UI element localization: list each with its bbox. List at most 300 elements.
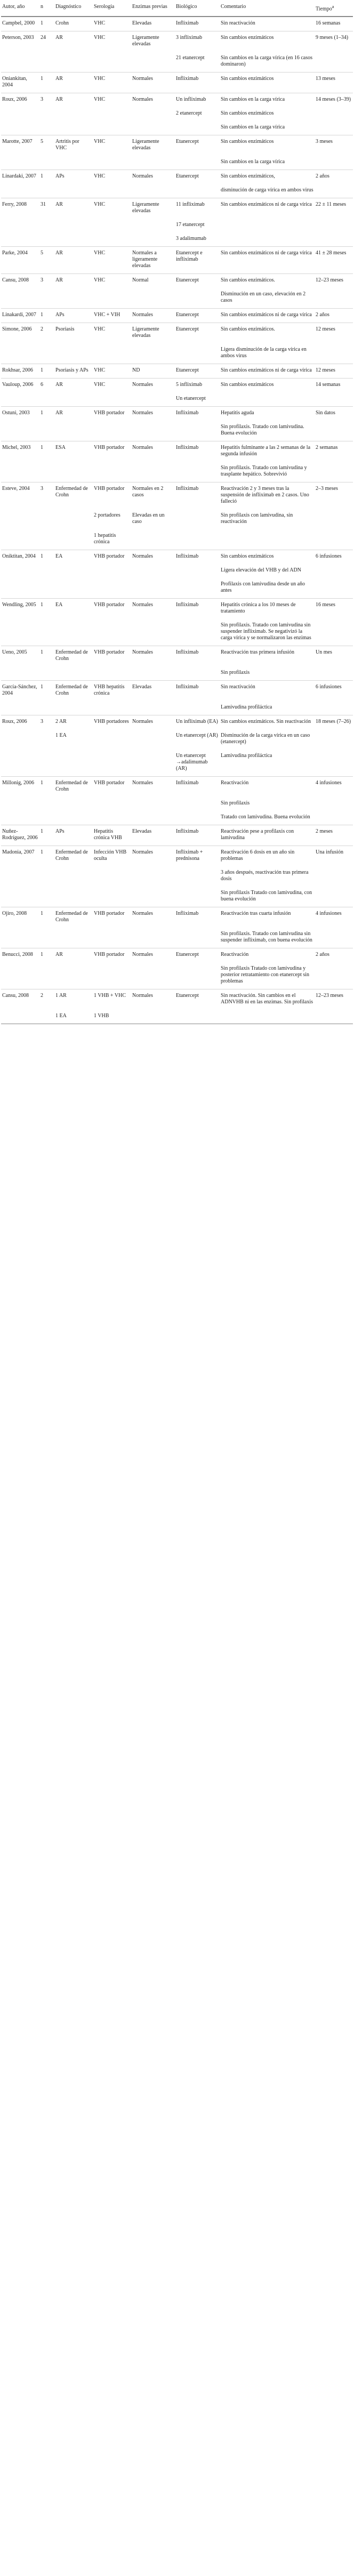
cell-n [39,219,54,232]
cell-time: 2 años [315,170,353,184]
cell-diagnosis: AR [54,948,93,963]
cell-diagnosis: AR [54,198,93,219]
cell-prior-enzymes [131,701,175,715]
table-row [1,550,353,565]
cell-serology: VHC + VIH [93,309,131,323]
cell-author-year: Parke, 2004 [1,247,39,274]
cell-comment: Sin profilaxis [221,670,250,676]
cell-comment: Sin cambios enzimáticos [220,550,315,565]
cell-serology: VHB portador [93,948,131,963]
cell-comment: Sin profilaxis. Tratado con lamivudina. Buena evolución [221,424,304,437]
cell-author-year: García-Sánchez, 2004 [1,681,39,702]
cell-author-year: Campbel, 2000 [1,17,39,31]
table-row [1,715,353,730]
cell-biologic: Etanercept e infliximab [175,247,220,274]
cell-diagnosis [54,107,93,121]
cell-prior-enzymes: Normales [131,93,175,108]
cell-serology: VHC [93,170,131,184]
cell-time [315,219,353,232]
cell-author-year [1,184,39,198]
cell-time: 2 años [315,309,353,323]
cell-n [39,509,54,529]
cell-comment: Profilaxis con lamivudina desde un año antes [221,581,305,594]
cell-prior-enzymes: Normales [131,309,175,323]
cell-serology: VHB portador [93,907,131,928]
cell-comment: Sin profilaxis. Tratado con lamivudina sin suspender infliximab. Se negativizó la carga vírica y se normalizaron las enzimas [221,622,311,641]
cell-serology: VHC [93,274,131,288]
cell-n [39,232,54,247]
table-row [1,107,353,121]
cell-biologic: Infliximab [175,482,220,510]
cell-n: 1 [39,646,54,667]
cell-comment: Tratado con lamivudina. Buena evolución [221,814,310,820]
cell-biologic [175,343,220,364]
cell-serology [93,288,131,309]
cell-prior-enzymes: Normales en 2 casos [131,482,175,510]
cell-diagnosis: EA [54,599,93,619]
cell-author-year: Roux, 2006 [1,93,39,108]
cell-comment: Sin cambios enzimáticos [220,73,315,93]
cell-author-year [1,666,39,681]
cell-prior-enzymes: Normales [131,379,175,393]
cell-n [39,462,54,482]
cell-biologic: 2 etanercept [176,110,202,117]
cell-time [315,462,353,482]
cell-time: 13 meses [315,73,353,93]
cell-biologic [175,156,220,170]
table-row [1,777,353,798]
cell-diagnosis: Crohn [54,17,93,31]
cell-serology: VHB portadores [93,715,131,730]
cell-prior-enzymes: Normales [131,989,175,1010]
cell-diagnosis: AR [54,379,93,393]
cell-biologic [175,887,220,907]
cell-diagnosis: AR [54,73,93,93]
cell-author-year [1,462,39,482]
cell-prior-enzymes [131,619,175,646]
cell-diagnosis: Psoriasis y APs [54,364,93,379]
cell-time [315,797,353,811]
cell-author-year: Wendling, 2005 [1,599,39,619]
cell-biologic [175,866,220,887]
cell-prior-enzymes: Elevadas en un caso [132,512,165,525]
cell-comment: Reactivación pese a profilaxis con lamivudina [220,825,315,846]
cell-n: 5 [39,247,54,274]
cell-n: 1 [39,846,54,867]
cell-serology: VHB portador [93,599,131,619]
cell-diagnosis [54,421,93,441]
cell-biologic [175,529,220,550]
cell-diagnosis [54,866,93,887]
cell-n: 3 [39,715,54,730]
cell-serology: VHB portador [93,550,131,565]
cell-serology: 2 portadores [94,512,120,519]
cell-biologic: Infliximab [175,73,220,93]
cell-prior-enzymes: Elevadas [131,681,175,702]
table-row [1,462,353,482]
cell-comment: Sin profilaxis. Tratado con lamivudina y trasplante hepático. Sobrevivió [221,465,307,478]
cell-biologic [175,184,220,198]
cell-n [39,666,54,681]
cell-diagnosis [54,529,93,550]
cell-comment: Hepatitis crónica a los 10 meses de tratamiento [220,599,315,619]
cell-author-year: Cansu, 2008 [1,274,39,288]
cell-time [315,52,353,73]
cell-n: 5 [39,135,54,156]
cell-diagnosis [54,392,93,407]
cell-comment: Sin profilaxis con lamivudina, sin reactivación [221,512,293,525]
table-row [1,887,353,907]
cell-time: Sin datos [315,407,353,421]
cell-n [39,343,54,364]
cell-comment: Sin cambios enzimáticos ni de carga vírica [220,309,315,323]
cell-time [315,392,353,407]
cell-diagnosis [54,962,93,989]
cell-n: 1 [39,17,54,31]
cell-comment: Reactivación tras cuarta infusión [220,907,315,928]
cell-time: 3 meses [315,135,353,156]
cell-author-year: Ostuni, 2003 [1,407,39,421]
cell-time [315,288,353,309]
cell-biologic [175,288,220,309]
cell-serology [93,421,131,441]
cell-biologic: Etanercept [175,989,220,1010]
cell-author-year: Rokhsar, 2006 [1,364,39,379]
table-row [1,825,353,846]
cell-comment: Sin cambios enzimáticos [220,135,315,156]
column-header-comment: Comentario [220,0,315,17]
cell-n [39,928,54,948]
table-row [1,421,353,441]
cell-time: 14 meses (3–39) [315,93,353,108]
cell-biologic: Un infliximab [175,93,220,108]
cell-n: 2 [39,989,54,1010]
cell-diagnosis [54,52,93,73]
cell-prior-enzymes [131,121,175,135]
cell-diagnosis: AR [54,93,93,108]
cell-prior-enzymes: Normales [131,170,175,184]
cell-time: 2 años [315,948,353,963]
cell-author-year [1,928,39,948]
cell-time: Un mes [315,646,353,667]
cell-comment [220,1010,315,1024]
cell-time [315,343,353,364]
table-row [1,170,353,184]
cell-serology [93,962,131,989]
column-header-n: n [39,0,54,17]
cell-n [39,962,54,989]
cell-biologic [175,462,220,482]
cell-time: 2 meses [315,825,353,846]
cell-n: 6 [39,379,54,393]
table-row [1,343,353,364]
cell-diagnosis: ESA [54,441,93,462]
cell-author-year: Linakardi, 2007 [1,309,39,323]
cell-prior-enzymes [131,750,175,777]
cell-author-year: Ferry, 2008 [1,198,39,219]
table-row [1,666,353,681]
cell-biologic: Un etanercept [176,396,206,402]
cell-serology [93,797,131,811]
cell-time [315,666,353,681]
cell-author-year [1,962,39,989]
cell-serology [93,866,131,887]
cell-diagnosis: 1 EA [54,1010,93,1024]
cell-serology: VHC [93,93,131,108]
table-row [1,407,353,421]
cell-author-year [1,701,39,715]
cell-comment: Sin reactivación. Sin cambios en el ADNVHB ni en las enzimas. Sin profilaxis [220,989,315,1010]
cell-n: 1 [39,550,54,565]
table-row [1,866,353,887]
table-row [1,288,353,309]
cell-prior-enzymes [131,288,175,309]
cell-time [315,509,353,529]
cell-time: 4 infusiones [315,777,353,798]
cell-comment: Sin cambios enzimáticos ni de carga vírica [220,247,315,274]
cell-biologic: 17 etanercept [176,222,205,228]
cell-prior-enzymes: Normales [131,907,175,928]
cell-prior-enzymes [131,52,175,73]
table-row [1,619,353,646]
cell-comment: Sin cambios enzimáticos. [220,323,315,344]
cell-diagnosis [54,509,93,529]
cell-biologic: 3 infliximab [175,31,220,52]
cell-n: 1 [39,441,54,462]
cell-biologic: Infliximab [175,407,220,421]
cell-time [315,564,353,578]
cell-biologic [175,578,220,599]
column-header-prior-enzymes: Enzimas previas [131,0,175,17]
cell-diagnosis: 1 EA [55,732,67,739]
cell-serology [93,701,131,715]
cell-author-year [1,529,39,550]
cell-serology: VHC [93,323,131,344]
cell-comment: Sin cambios en la carga vírica [221,159,285,165]
cell-time: 12 meses [315,364,353,379]
cell-comment: Reactivación 6 dosis en un año sin problemas [220,846,315,867]
cell-author-year: Madonia, 2007 [1,846,39,867]
cell-prior-enzymes [131,184,175,198]
cell-serology [93,619,131,646]
table-row [1,529,353,550]
table-row [1,121,353,135]
cell-time [315,866,353,887]
cell-n [39,156,54,170]
table-row [1,797,353,811]
cell-comment: Reactivación 2 y 3 meses tras la suspensión de infliximab en 2 casos. Uno falleció [220,482,315,510]
cell-time [315,578,353,599]
cell-comment: Ligera disminución de la carga vírica en ambos virus [221,347,307,359]
cell-diagnosis [54,797,93,811]
cell-comment: Sin profilaxis [221,800,250,807]
cell-n [39,529,54,550]
cell-author-year [1,564,39,578]
cell-diagnosis [54,578,93,599]
cell-serology: VHC [93,379,131,393]
cell-comment: Reactivación [220,948,315,963]
cell-author-year [1,52,39,73]
cell-author-year [1,343,39,364]
cell-serology [93,343,131,364]
cell-time [315,962,353,989]
cell-diagnosis [54,219,93,232]
cell-biologic: 5 infliximab [175,379,220,393]
cell-n: 24 [39,31,54,52]
table-row [1,681,353,702]
cell-diagnosis: Enfermedad de Crohn [54,777,93,798]
cell-diagnosis: Psoriasis [54,323,93,344]
cell-n: 1 [39,907,54,928]
cell-serology: 1 VHB [93,1010,131,1024]
cell-time: 16 meses [315,599,353,619]
cell-comment: Disminución en un caso, elevación en 2 casos [221,291,306,304]
cell-serology: VHC [93,73,131,93]
cell-author-year [1,219,39,232]
cell-n [39,1010,54,1024]
table-row [1,364,353,379]
cell-prior-enzymes [131,729,175,750]
cell-time: 41 ± 28 meses [315,247,353,274]
cell-biologic: Infliximab [175,17,220,31]
column-header-time: Tiempo$^a$ [315,0,353,17]
cell-serology: VHC [93,17,131,31]
cell-time [315,121,353,135]
table-row [1,811,353,825]
cell-diagnosis: Enfermedad de Crohn [54,482,93,510]
cell-biologic [175,811,220,825]
table-row [1,564,353,578]
cell-n: 1 [39,681,54,702]
cell-diagnosis: APs [54,170,93,184]
table-row [1,948,353,963]
cell-author-year [1,232,39,247]
cell-diagnosis [54,343,93,364]
cell-diagnosis [54,887,93,907]
cell-diagnosis: Artritis por VHC [54,135,93,156]
cell-time [315,1010,353,1024]
cell-prior-enzymes [131,462,175,482]
cell-serology: VHB portador [93,407,131,421]
cell-serology: VHB portador [93,441,131,462]
cell-n: 1 [39,948,54,963]
table-row [1,907,353,928]
cell-serology [93,184,131,198]
cell-diagnosis [54,619,93,646]
cell-author-year: Ojiro, 2008 [1,907,39,928]
cell-comment: Sin cambios enzimáticos ni de carga vírica [220,198,315,219]
cell-n: 1 [39,170,54,184]
cell-time: 6 infusiones [315,681,353,702]
column-header-serology: Serología [93,0,131,17]
table-row [1,17,353,31]
cell-serology [93,729,131,750]
cell-n [39,750,54,777]
cell-n: 2 [39,323,54,344]
cell-time: 12–23 meses [315,274,353,288]
cell-serology: Hepatitis crónica VHB [93,825,131,846]
cell-serology [93,928,131,948]
cell-author-year: Vauloup, 2006 [1,379,39,393]
table-row [1,599,353,619]
cell-biologic: Infliximab [175,825,220,846]
cell-author-year [1,797,39,811]
cell-prior-enzymes: Elevadas [131,825,175,846]
cell-serology [93,750,131,777]
cell-comment [220,232,315,247]
cell-prior-enzymes [131,156,175,170]
cell-author-year [1,866,39,887]
cell-prior-enzymes [131,866,175,887]
cell-diagnosis [54,666,93,681]
cell-diagnosis: EA [54,550,93,565]
cell-prior-enzymes: Ligeramente elevadas [131,135,175,156]
cell-biologic: Un etanercept (AR) [176,732,218,739]
cell-comment [220,219,315,232]
cell-comment: Lamivudina profiláctica [221,753,272,759]
cell-prior-enzymes: Normales [131,715,175,730]
cell-author-year: Oniktitan, 2004 [1,550,39,565]
cell-serology: VHC [93,31,131,52]
cell-biologic: Infliximab [175,777,220,798]
cell-author-year: Cansu, 2008 [1,989,39,1010]
table-row [1,156,353,170]
cell-author-year: Oniankitan, 2004 [1,73,39,93]
cell-prior-enzymes: Normales a ligeramente elevadas [131,247,175,274]
cell-diagnosis: APs [54,825,93,846]
cell-serology [93,52,131,73]
cell-time [315,184,353,198]
cell-time [315,232,353,247]
cell-author-year: Simone, 2006 [1,323,39,344]
cell-time: 2 semanas [315,441,353,462]
cell-time [315,701,353,715]
table-row [1,184,353,198]
cell-prior-enzymes: Ligeramente elevadas [131,323,175,344]
cell-author-year [1,619,39,646]
cell-prior-enzymes [131,564,175,578]
table-row [1,1010,353,1024]
cell-time [315,729,353,750]
cell-diagnosis: APs [54,309,93,323]
table-row [1,323,353,344]
cell-prior-enzymes: Normales [131,441,175,462]
cell-comment: Sin reactivación [220,681,315,702]
cell-biologic: Etanercept [175,948,220,963]
cell-prior-enzymes [131,107,175,121]
cell-prior-enzymes [131,928,175,948]
column-header-author-year: Autor, año [1,0,39,17]
table-row [1,482,353,510]
cell-diagnosis: Enfermedad de Crohn [54,907,93,928]
column-header-diagnosis: Diagnóstico [54,0,93,17]
table-row [1,441,353,462]
cell-time [315,619,353,646]
cell-time: Una infusión [315,846,353,867]
cell-prior-enzymes [131,232,175,247]
cell-n [39,52,54,73]
cell-serology [93,811,131,825]
cell-biologic: Etanercept [175,323,220,344]
cell-prior-enzymes [131,343,175,364]
cell-biologic [175,666,220,681]
cell-author-year: Benucci, 2008 [1,948,39,963]
table-row [1,247,353,274]
cell-diagnosis [54,811,93,825]
cell-n [39,421,54,441]
cell-n [39,184,54,198]
cell-biologic: Un etanercept →adalimumab (AR) [176,753,208,772]
